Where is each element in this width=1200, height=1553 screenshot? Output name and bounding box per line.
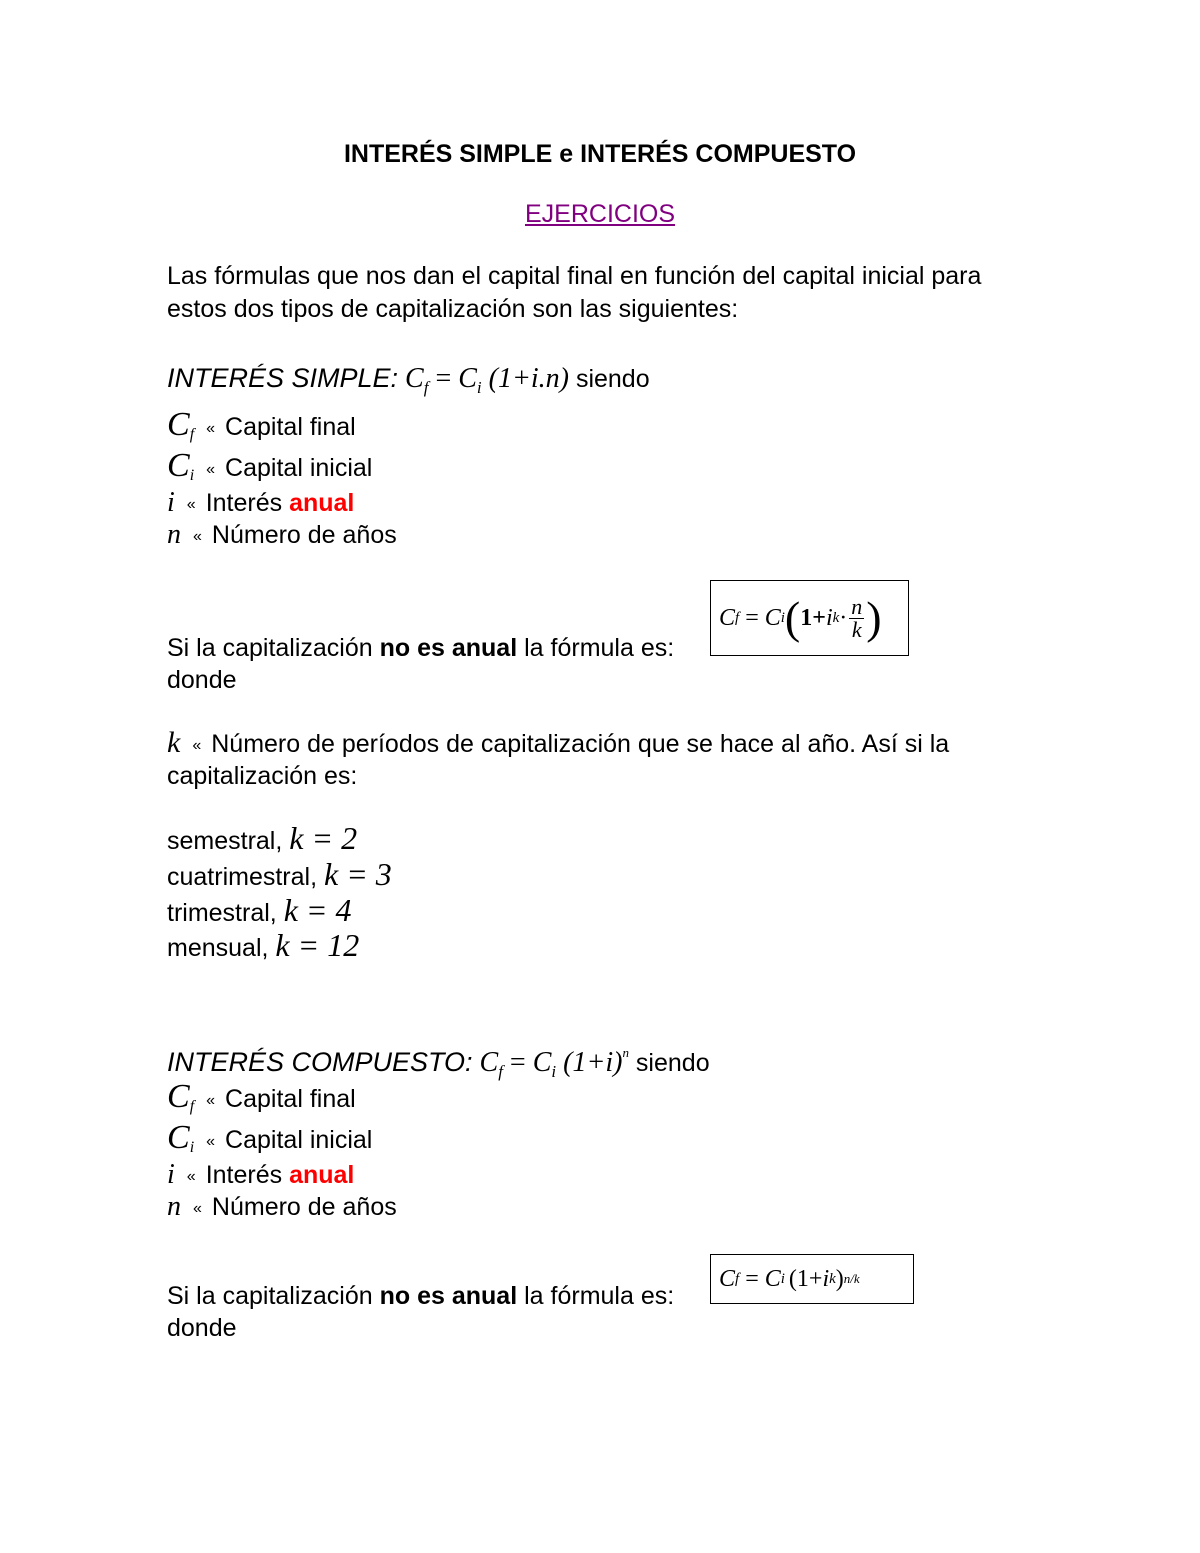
simple-def-n: n « Número de años [167,519,397,553]
compound-heading: INTERÉS COMPUESTO: [167,1047,473,1077]
compound-heading-row [167,1036,710,1088]
compound-def-cf: $C_f$ « Capital final [167,1082,356,1122]
compound-nonannual-formula-box: C f = C i (1+ i k ) n/k [710,1254,914,1304]
k-def-line-1: k « Número de períodos de capitalización que se hace al año. Así si la [167,728,949,762]
arrow-icon: « [206,1092,216,1109]
intro-line-1: Las fórmulas que nos dan el capital final en función del capital inicial para [167,262,982,290]
ci-symbol: $C_i$ [167,1119,195,1156]
simple-nonannual-formula-box: C f = C i ( 1+ i k · $\frac{n}{k}$ ) [710,580,909,656]
i-symbol: i [167,487,175,518]
simple-formula: $C_f = C_i$ (1+i.n) [405,363,569,397]
k-def-line-2: capitalización es: [167,762,358,790]
n-symbol: n [167,1191,181,1222]
compound-formula: $C_f = C_i$ $(1+i)^n$ [479,1045,629,1081]
simple-def-cf: $C_f$ « Capital final [167,410,356,450]
simple-def-ci: $C_i$ « Capital inicial [167,451,372,491]
arrow-icon: « [206,1133,216,1150]
ci-symbol: $C_i$ [167,447,195,484]
compound-donde: donde [167,1314,237,1342]
simple-def-i: i « Interés anual [167,487,354,521]
period-cuatrimestral: cuatrimestral, k = 3 [167,856,392,892]
cf-symbol: $C_f$ [167,1078,195,1115]
cf-symbol: $C_f$ [167,406,195,443]
simple-nonannual-line: Si la capitalización no es anual la fórmula es: [167,634,675,662]
compound-def-n: n « Número de años [167,1191,397,1225]
compound-def-ci: $C_i$ « Capital inicial [167,1123,372,1163]
k-symbol: k [167,726,181,759]
period-mensual: mensual, k = 12 [167,927,360,963]
simple-heading: INTERÉS SIMPLE: [167,363,399,393]
period-trimestral: trimestral, k = 4 [167,892,352,928]
period-semestral: semestral, k = 2 [167,820,358,856]
arrow-icon: « [186,496,196,513]
simple-donde: donde [167,666,237,694]
page-title: INTERÉS SIMPLE e INTERÉS COMPUESTO [343,140,857,168]
simple-siendo: siendo [575,365,650,393]
arrow-icon: « [186,1168,196,1185]
intro-line-2: estos dos tipos de capitalización son las siguientes: [167,295,739,323]
compound-def-i: i « Interés anual [167,1159,354,1193]
i-symbol: i [167,1159,175,1190]
simple-heading-row [167,362,650,404]
ejercicios-link[interactable]: EJERCICIOS [524,200,676,228]
arrow-icon: « [206,461,216,478]
arrow-icon: « [206,420,216,437]
n-symbol: n [167,519,181,550]
arrow-icon: « [192,737,202,754]
compound-siendo: siendo [635,1049,710,1077]
compound-nonannual-line: Si la capitalización no es anual la fórmula es: [167,1282,675,1310]
arrow-icon: « [193,1200,202,1217]
arrow-icon: « [193,528,202,545]
